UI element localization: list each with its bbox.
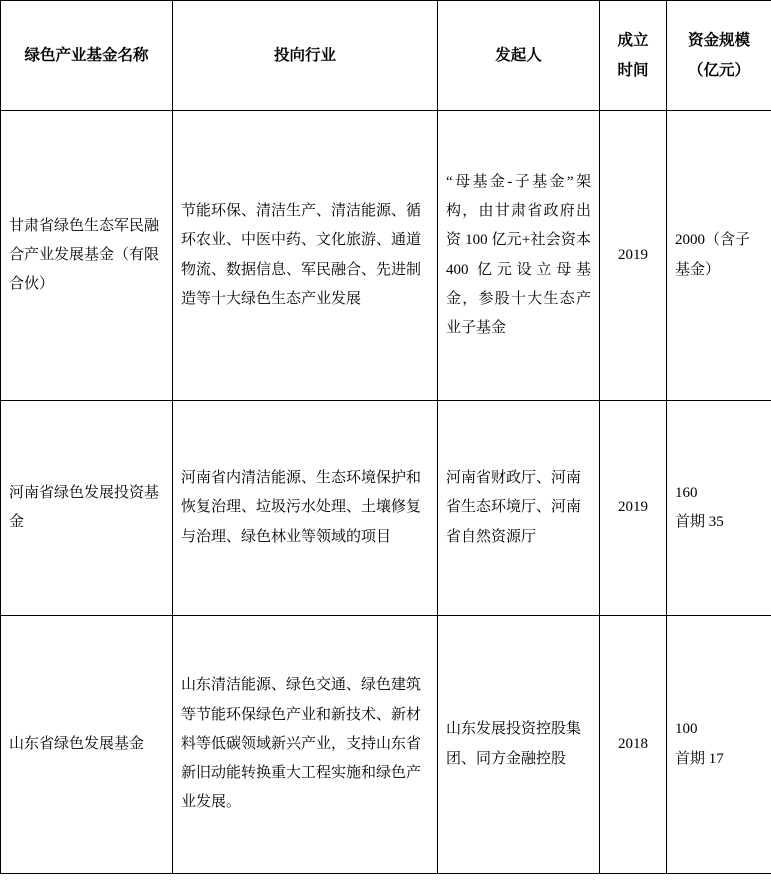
cell-sponsor: 河南省财政厅、河南省生态环境厅、河南省自然资源厅: [438, 401, 600, 616]
cell-scale-line2: 首期 35: [675, 514, 724, 530]
cell-scale-line1: 160: [675, 484, 698, 501]
column-header-year-line2: 时间: [617, 61, 649, 79]
column-header-scale-line2: （亿元）: [687, 61, 750, 79]
column-header-year-line1: 成立: [617, 32, 649, 50]
column-header-industry: [173, 1, 438, 111]
cell-scale-line1: 100: [675, 721, 698, 738]
cell-year: 2018: [600, 616, 667, 874]
column-header-scale: [667, 1, 771, 111]
cell-scale: [667, 616, 771, 874]
column-header-fund-name-line1: 绿色产业基金名称: [24, 46, 149, 64]
column-header-sponsor-line1: 发起人: [495, 46, 542, 64]
column-header-year: [600, 1, 667, 111]
cell-scale-line2: 首期 17: [675, 750, 724, 767]
column-header-scale-line1: 资金规模: [687, 32, 750, 50]
cell-sponsor: “母基金-子基金”架构，由甘肃省政府出资 100 亿元+社会资本 400 亿元设立母基金，参股十大生态产业子基金: [438, 111, 600, 401]
cell-scale: [667, 401, 771, 616]
column-header-fund-name: [1, 1, 173, 111]
cell-industry: 山东清洁能源、绿色交通、绿色建筑等节能环保绿色产业和新技术、新材料等低碳领域新兴产业，支持山东省新旧动能转换重大工程实施和绿色产业发展。: [173, 616, 438, 874]
cell-scale-line2: 基金）: [675, 261, 721, 278]
cell-year: 2019: [600, 111, 667, 401]
cell-industry: 节能环保、清洁生产、清洁能源、循环农业、中医中药、文化旅游、通道物流、数据信息、军民融合、先进制造等十大绿色生态产业发展: [173, 111, 438, 401]
cell-fund-name: 甘肃省绿色生态军民融合产业发展基金（有限合伙）: [1, 111, 173, 401]
cell-fund-name: 河南省绿色发展投资基金: [1, 401, 173, 616]
table-row: [1, 111, 771, 401]
cell-year: 2019: [600, 401, 667, 616]
cell-scale: [667, 111, 771, 401]
table-header-row: [1, 1, 771, 111]
column-header-industry-line1: 投向行业: [273, 46, 336, 64]
cell-fund-name: 山东省绿色发展基金: [1, 616, 173, 874]
cell-scale-line1: 2000（含子: [675, 232, 751, 249]
table-row: [1, 401, 771, 616]
cell-industry: 河南省内清洁能源、生态环境保护和恢复治理、垃圾污水处理、土壤修复与治理、绿色林业等领域的项目: [173, 401, 438, 616]
column-header-sponsor: [438, 1, 600, 111]
cell-sponsor: 山东发展投资控股集团、同方金融控股: [438, 616, 600, 874]
table-row: [1, 616, 771, 874]
